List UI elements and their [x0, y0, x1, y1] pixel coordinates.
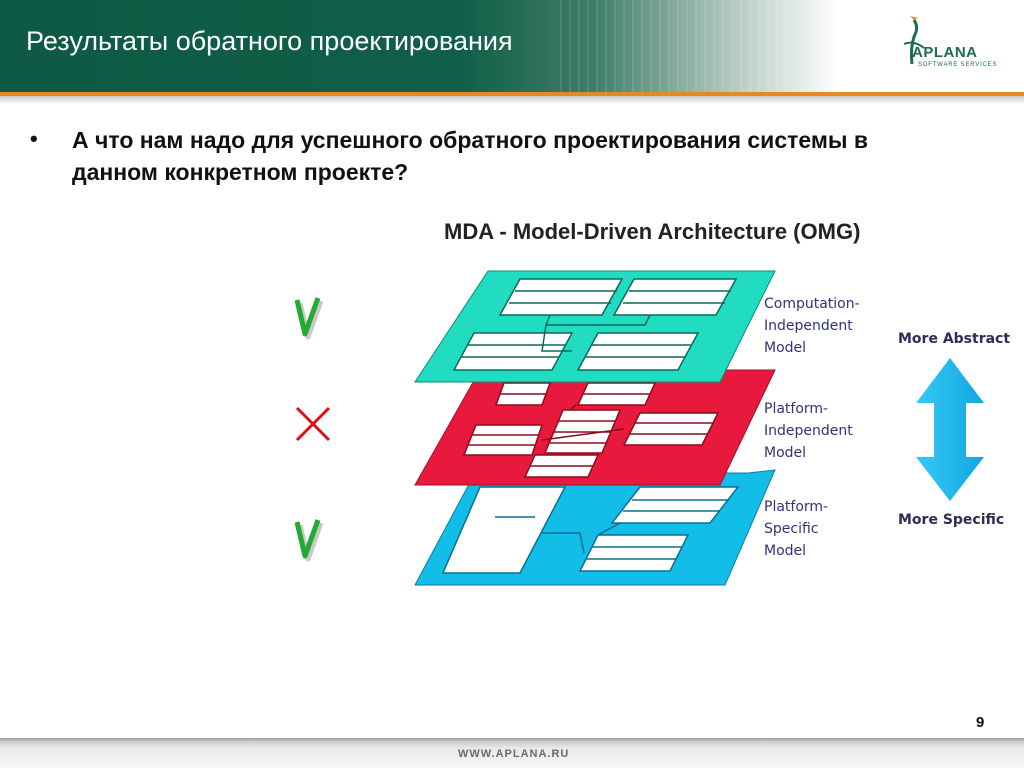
check-mark-icon [297, 298, 321, 337]
layer-cim-label-line3: Model [764, 340, 807, 356]
layer-platform-independent [415, 370, 775, 485]
layer-pim-label-line3: Model [764, 445, 807, 461]
abstraction-arrow-icon [916, 358, 984, 501]
bullet-text: А что нам надо для успешного обратного проектирования системы в данном конкретном проекте? [72, 127, 869, 185]
more-abstract-label: More Abstract [898, 331, 1011, 347]
layer-pim-label-line1: Platform- [764, 401, 829, 417]
layer-cim-label-line1: Computation- [764, 296, 860, 312]
logo-tagline: SOFTWARE SERVICES [918, 62, 998, 68]
layer-cim-label-line2: Independent [764, 318, 853, 334]
check-mark-icon [297, 520, 321, 559]
cross-mark-icon [297, 408, 329, 440]
header-decoration [560, 0, 810, 92]
slide-title: Результаты обратного проектирования [26, 26, 513, 56]
bullet-marker: • [30, 126, 38, 151]
layer-psm-label-line1: Platform- [764, 499, 829, 515]
layer-psm-label-line2: Specific [764, 521, 819, 537]
layer-computation-independent [415, 271, 775, 382]
more-specific-label: More Specific [898, 512, 1005, 528]
page-number: 9 [976, 714, 985, 731]
header-shadow [0, 96, 1024, 104]
diagram-title: MDA - Model-Driven Architecture (OMG) [444, 219, 861, 244]
layer-platform-specific [415, 470, 775, 585]
layer-psm-label-line3: Model [764, 543, 807, 559]
logo-name: APLANA [912, 44, 978, 61]
mda-layers-diagram [280, 255, 1024, 600]
footer-url: WWW.APLANA.RU [458, 748, 570, 760]
slide-header [0, 0, 1024, 92]
layer-pim-label-line2: Independent [764, 423, 853, 439]
